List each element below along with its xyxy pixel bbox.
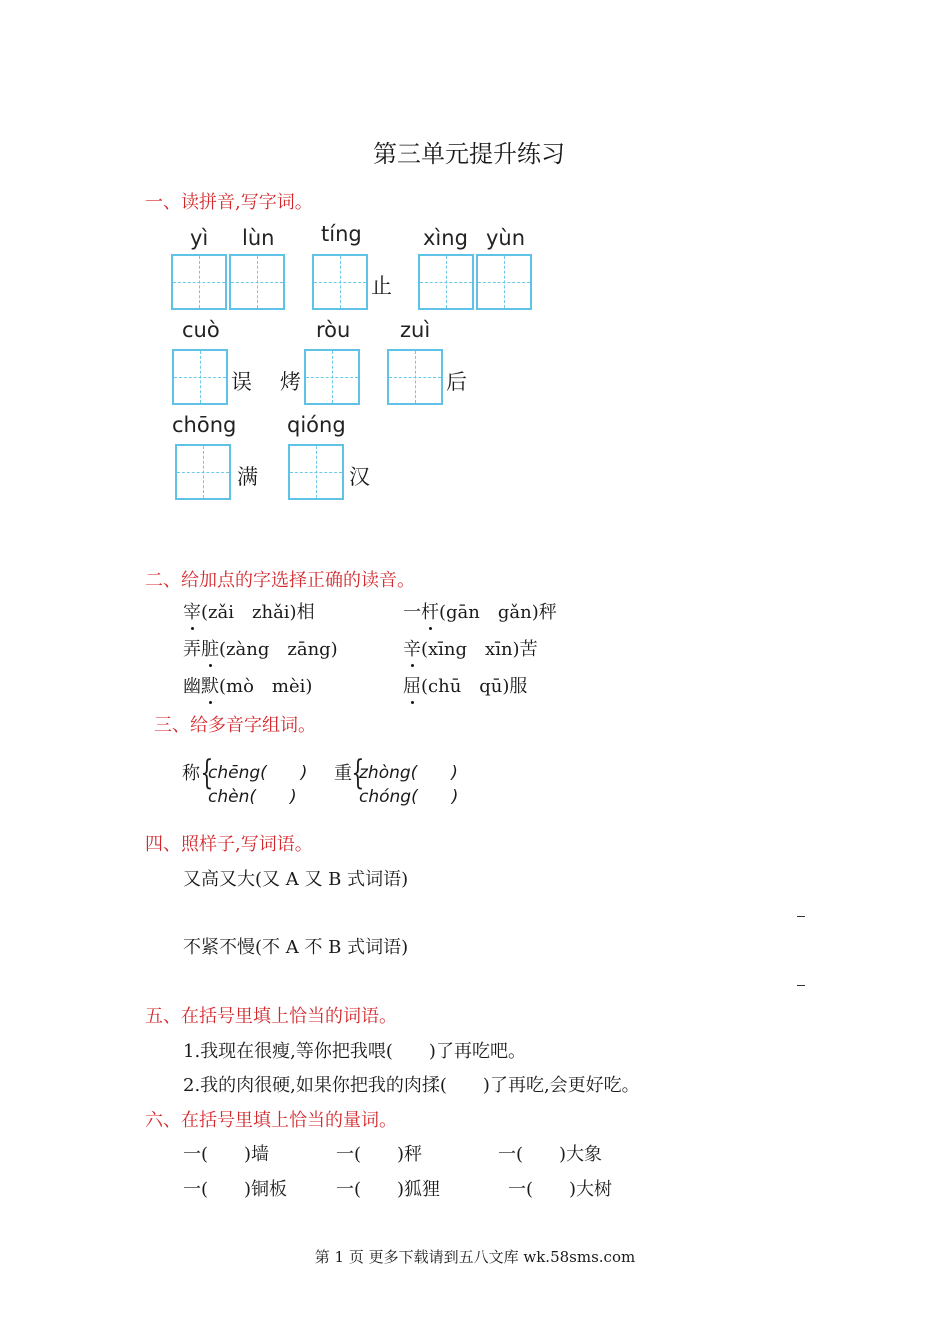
given-char: 后 (446, 370, 467, 394)
given-char: 汉 (349, 465, 370, 489)
pinyin-yi: yì (190, 226, 209, 250)
section-3-heading: 三、给多音字组词。 (154, 715, 316, 736)
pinyin-yun: yùn (486, 226, 526, 250)
reading-item: 宰(zǎi zhǎi)相 (183, 598, 315, 624)
polyphone-reading: chèn( ) (208, 787, 297, 807)
writing-box[interactable] (171, 254, 227, 310)
writing-box[interactable] (229, 254, 285, 310)
pinyin-qiong: qióng (287, 413, 346, 437)
dotted-char: 杆 (421, 598, 439, 624)
pinyin-cuo: cuò (182, 318, 220, 342)
pinyin-rou: ròu (316, 318, 351, 342)
given-char: 烤 (280, 370, 301, 394)
dotted-char: 宰 (183, 598, 201, 624)
writing-box[interactable] (387, 349, 443, 405)
reading-item: 弄脏(zàng zāng) (183, 635, 338, 661)
pinyin-ting: tíng (321, 222, 362, 246)
measure-item: 一( )狐狸 (336, 1179, 441, 1200)
writing-box[interactable] (172, 349, 228, 405)
writing-box[interactable] (175, 444, 231, 500)
brace-icon: { (200, 753, 214, 793)
brace-icon: { (351, 753, 365, 793)
writing-box[interactable] (288, 444, 344, 500)
writing-box[interactable] (304, 349, 360, 405)
measure-item: 一( )大象 (498, 1144, 603, 1165)
measure-item: 一( )秤 (336, 1144, 423, 1165)
section-4-heading: 四、照样子,写词语。 (145, 834, 313, 855)
page-title: 第三单元提升练习 (373, 140, 565, 168)
reading-item: 辛(xīng xīn)苦 (403, 635, 538, 661)
pinyin-zui: zuì (400, 318, 431, 342)
answer-line[interactable] (797, 916, 805, 917)
writing-box[interactable] (476, 254, 532, 310)
dotted-char: 屈 (403, 672, 421, 698)
writing-box[interactable] (312, 254, 368, 310)
measure-item: 一( )墙 (183, 1144, 270, 1165)
polyphone-reading: chēng( ) (208, 763, 308, 783)
polyphone-char: 称 (182, 763, 200, 784)
writing-box[interactable] (418, 254, 474, 310)
reading-item: 屈(chū qū)服 (403, 672, 527, 698)
pinyin-xing: xìng (423, 226, 468, 250)
reading-item: 幽默(mò mèi) (183, 672, 312, 698)
pinyin-chong: chōng (172, 413, 237, 437)
given-char: 误 (231, 370, 252, 394)
measure-item: 一( )大树 (508, 1179, 613, 1200)
dotted-char: 默 (201, 672, 219, 698)
section-6-heading: 六、在括号里填上恰当的量词。 (145, 1110, 397, 1131)
polyphone-char: 重 (334, 763, 352, 784)
polyphone-reading: zhòng( ) (359, 763, 458, 783)
reading-item: 一杆(gān gǎn)秤 (403, 598, 557, 624)
fill-sentence: 1.我现在很瘦,等你把我喂( )了再吃吧。 (183, 1041, 526, 1062)
answer-line[interactable] (797, 985, 805, 986)
page-footer: 第 1 页 更多下载请到五八文库 wk.58sms.com (314, 1248, 636, 1266)
dotted-char: 辛 (403, 635, 421, 661)
example-line: 不紧不慢(不 A 不 B 式词语) (183, 937, 409, 958)
section-2-heading: 二、给加点的字选择正确的读音。 (145, 570, 415, 591)
dotted-char: 脏 (201, 635, 219, 661)
given-char: 止 (371, 274, 392, 298)
given-char: 满 (237, 465, 258, 489)
measure-item: 一( )铜板 (183, 1179, 288, 1200)
example-line: 又高又大(又 A 又 B 式词语) (183, 869, 409, 890)
section-1-heading: 一、读拼音,写字词。 (145, 192, 313, 213)
polyphone-reading: chóng( ) (359, 787, 459, 807)
pinyin-lun: lùn (242, 226, 275, 250)
fill-sentence: 2.我的肉很硬,如果你把我的肉揉( )了再吃,会更好吃。 (183, 1075, 640, 1096)
section-5-heading: 五、在括号里填上恰当的词语。 (145, 1006, 397, 1027)
